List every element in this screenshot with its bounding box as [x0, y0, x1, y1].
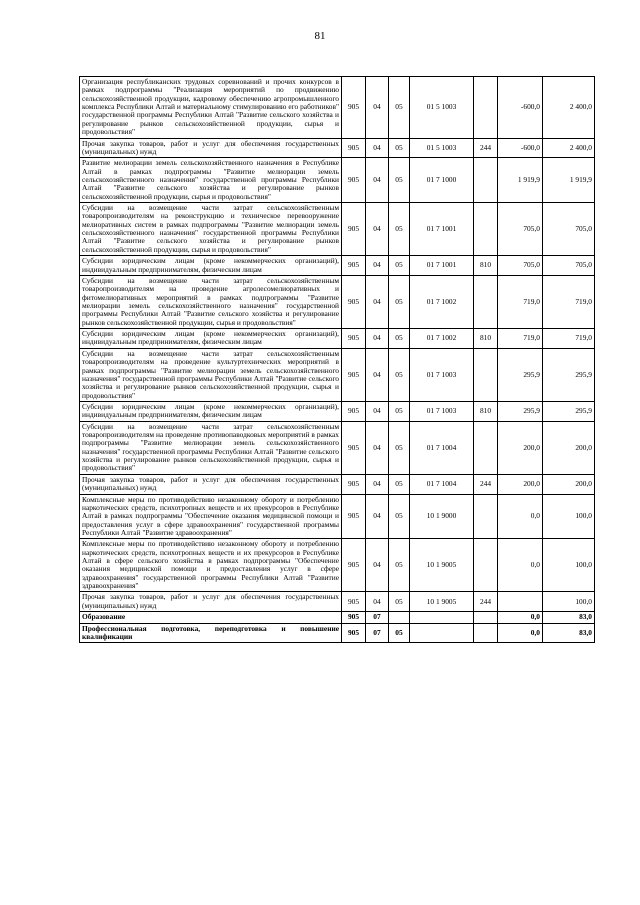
- section-code-cell: 04: [366, 592, 389, 612]
- subsection-code-cell: 05: [389, 494, 410, 539]
- subsection-code-cell: 05: [389, 77, 410, 139]
- section-code-cell: 04: [366, 256, 389, 276]
- subsection-code-cell: 05: [389, 138, 410, 158]
- subsection-code-cell: 05: [389, 158, 410, 203]
- subsection-code-cell: 05: [389, 275, 410, 328]
- expense-type-cell: [474, 494, 498, 539]
- admin-code-cell: 905: [342, 203, 366, 256]
- total-amount-cell: 719,0: [543, 329, 595, 349]
- section-code-cell: 04: [366, 421, 389, 474]
- change-amount-cell: -600,0: [498, 138, 543, 158]
- subsection-code-cell: 05: [389, 592, 410, 612]
- admin-code-cell: 905: [342, 256, 366, 276]
- table-row: [80, 539, 595, 592]
- row-name-cell: Комплексные меры по противодействию незаконному обороту и потреблению наркотических средств, психотропных веществ и их прекурсоров в Республике Алтай в сфере сельского хозяйства в рамках подпрограммы "Обеспечение оказания медицинской помощи и предоставления услуг в сфере здравоохранения" государственной программы Республики Алтай "Развитие здравоохранения": [80, 539, 342, 592]
- section-code-cell: 07: [366, 623, 389, 643]
- expense-type-cell: 810: [474, 256, 498, 276]
- target-article-cell: 10 1 9000: [410, 494, 474, 539]
- expense-type-cell: 244: [474, 592, 498, 612]
- target-article-cell: 01 7 1002: [410, 275, 474, 328]
- total-amount-cell: 1 919,9: [543, 158, 595, 203]
- total-amount-cell: 83,0: [543, 623, 595, 643]
- table-row: [80, 77, 595, 139]
- change-amount-cell: 200,0: [498, 474, 543, 494]
- total-amount-cell: 83,0: [543, 612, 595, 623]
- row-name-cell: Профессиональная подготовка, переподготовка и повышение квалификации: [80, 623, 342, 643]
- expense-type-cell: 244: [474, 138, 498, 158]
- change-amount-cell: -600,0: [498, 77, 543, 139]
- row-name-cell: Образование: [80, 612, 342, 623]
- table-row: [80, 329, 595, 349]
- section-code-cell: 04: [366, 494, 389, 539]
- expense-type-cell: [474, 623, 498, 643]
- total-amount-cell: 100,0: [543, 494, 595, 539]
- table-row: [80, 474, 595, 494]
- section-code-cell: 04: [366, 329, 389, 349]
- total-amount-cell: 295,9: [543, 401, 595, 421]
- total-amount-cell: 2 400,0: [543, 138, 595, 158]
- admin-code-cell: 905: [342, 329, 366, 349]
- target-article-cell: 01 7 1001: [410, 203, 474, 256]
- expense-type-cell: [474, 203, 498, 256]
- change-amount-cell: 719,0: [498, 275, 543, 328]
- section-code-cell: 04: [366, 77, 389, 139]
- admin-code-cell: 905: [342, 138, 366, 158]
- admin-code-cell: 905: [342, 592, 366, 612]
- row-name-cell: Субсидии юридическим лицам (кроме некоммерческих организаций), индивидуальным предпринимателям, физическим лицам: [80, 329, 342, 349]
- table-row: [80, 203, 595, 256]
- change-amount-cell: [498, 592, 543, 612]
- row-name-cell: Субсидии юридическим лицам (кроме некоммерческих организаций), индивидуальным предпринимателям, физическим лицам: [80, 256, 342, 276]
- total-amount-cell: 705,0: [543, 256, 595, 276]
- total-amount-cell: 719,0: [543, 275, 595, 328]
- subsection-code-cell: 05: [389, 348, 410, 401]
- expense-type-cell: [474, 612, 498, 623]
- expense-type-cell: 810: [474, 329, 498, 349]
- table-row: [80, 158, 595, 203]
- table-row: [80, 421, 595, 474]
- row-name-cell: Комплексные меры по противодействию незаконному обороту и потреблению наркотических средств, психотропных веществ и их прекурсоров в Республике Алтай в рамках подпрограммы "Обеспечение оказания медицинской помощи и предоставления услуг в сфере здравоохранения" государственной программы Республики Алтай "Развитие здравоохранения": [80, 494, 342, 539]
- target-article-cell: 01 7 1003: [410, 348, 474, 401]
- target-article-cell: 10 1 9005: [410, 592, 474, 612]
- change-amount-cell: 0,0: [498, 494, 543, 539]
- section-code-cell: 04: [366, 539, 389, 592]
- table-body: [80, 77, 595, 643]
- expense-type-cell: [474, 539, 498, 592]
- total-amount-cell: 295,9: [543, 348, 595, 401]
- total-amount-cell: 200,0: [543, 421, 595, 474]
- admin-code-cell: 905: [342, 494, 366, 539]
- row-name-cell: Прочая закупка товаров, работ и услуг для обеспечения государственных (муниципальных) нужд: [80, 474, 342, 494]
- row-name-cell: Развитие мелиорации земель сельскохозяйственного назначения в Республике Алтай в рамках подпрограммы "Развитие мелиорации земель сельскохозяйственного назначения" государственной программы Республики Алтай "Развитие сельского хозяйства и регулирование рынков сельскохозяйственной продукции, сырья и продовольствия": [80, 158, 342, 203]
- expense-type-cell: [474, 158, 498, 203]
- subsection-code-cell: 05: [389, 474, 410, 494]
- table-row: [80, 592, 595, 612]
- change-amount-cell: 1 919,9: [498, 158, 543, 203]
- total-amount-cell: 2 400,0: [543, 77, 595, 139]
- subsection-code-cell: 05: [389, 421, 410, 474]
- total-amount-cell: 200,0: [543, 474, 595, 494]
- section-code-cell: 07: [366, 612, 389, 623]
- expense-type-cell: 810: [474, 401, 498, 421]
- admin-code-cell: 905: [342, 348, 366, 401]
- admin-code-cell: 905: [342, 77, 366, 139]
- change-amount-cell: 0,0: [498, 612, 543, 623]
- total-amount-cell: 100,0: [543, 592, 595, 612]
- target-article-cell: 10 1 9005: [410, 539, 474, 592]
- page-number: 81: [314, 30, 326, 42]
- change-amount-cell: 200,0: [498, 421, 543, 474]
- budget-table: [79, 76, 595, 643]
- subsection-code-cell: 05: [389, 256, 410, 276]
- change-amount-cell: 0,0: [498, 539, 543, 592]
- subsection-code-cell: 05: [389, 401, 410, 421]
- row-name-cell: Прочая закупка товаров, работ и услуг для обеспечения государственных (муниципальных) нужд: [80, 138, 342, 158]
- target-article-cell: 01 7 1004: [410, 421, 474, 474]
- expense-type-cell: 244: [474, 474, 498, 494]
- table-row: [80, 494, 595, 539]
- admin-code-cell: 905: [342, 421, 366, 474]
- table-row: [80, 275, 595, 328]
- change-amount-cell: 705,0: [498, 256, 543, 276]
- section-code-cell: 04: [366, 203, 389, 256]
- target-article-cell: 01 7 1002: [410, 329, 474, 349]
- subsection-code-cell: 05: [389, 203, 410, 256]
- change-amount-cell: 705,0: [498, 203, 543, 256]
- change-amount-cell: 719,0: [498, 329, 543, 349]
- row-name-cell: Организация республиканских трудовых соревнований и прочих конкурсов в рамках подпрограммы "Реализация мероприятий по продвижению сельскохозяйственной продукции, кадровому обеспечению агропромышленного комплекса Республики Алтай и материальному стимулированию его работников" государственной программы Республики Алтай "Развитие сельского хозяйства и регулирование рынков сельскохозяйственной продукции, сырья и продовольствия": [80, 77, 342, 139]
- target-article-cell: 01 5 1003: [410, 77, 474, 139]
- subsection-code-cell: 05: [389, 329, 410, 349]
- total-amount-cell: 705,0: [543, 203, 595, 256]
- section-code-cell: 04: [366, 158, 389, 203]
- admin-code-cell: 905: [342, 401, 366, 421]
- subsection-code-cell: [389, 612, 410, 623]
- target-article-cell: [410, 623, 474, 643]
- section-code-cell: 04: [366, 275, 389, 328]
- table-row: [80, 138, 595, 158]
- target-article-cell: 01 7 1001: [410, 256, 474, 276]
- section-code-cell: 04: [366, 401, 389, 421]
- row-name-cell: Субсидии на возмещение части затрат сельскохозяйственным товаропроизводителям на проведение агролесомелиоративных и фитомелиоративных мероприятий в рамках подпрограммы "Развитие мелиорации земель сельскохозяйственного назначения" государственной программы Республики Алтай "Развитие сельского хозяйства и регулирование рынков сельскохозяйственной продукции, сырья и продовольствия": [80, 275, 342, 328]
- target-article-cell: [410, 612, 474, 623]
- change-amount-cell: 295,9: [498, 348, 543, 401]
- table-row: [80, 612, 595, 623]
- table-row: [80, 348, 595, 401]
- change-amount-cell: 295,9: [498, 401, 543, 421]
- row-name-cell: Субсидии на возмещение части затрат сельскохозяйственным товаропроизводителям на проведение противопаводковых мероприятий в рамках подпрограммы "Развитие мелиорации земель сельскохозяйственного назначения" государственной программы Республики Алтай "Развитие сельского хозяйства и регулирование рынков сельскохозяйственной продукции, сырья и продовольствия": [80, 421, 342, 474]
- expense-type-cell: [474, 348, 498, 401]
- target-article-cell: 01 5 1003: [410, 138, 474, 158]
- table-row: [80, 401, 595, 421]
- expense-type-cell: [474, 421, 498, 474]
- change-amount-cell: 0,0: [498, 623, 543, 643]
- section-code-cell: 04: [366, 348, 389, 401]
- expense-type-cell: [474, 77, 498, 139]
- row-name-cell: Субсидии на возмещение части затрат сельскохозяйственным товаропроизводителям на реконструкцию и техническое перевооружение мелиоративных систем в рамках подпрограммы "Развитие мелиорации земель сельскохозяйственного назначения" государственной программы Республики Алтай "Развитие сельского хозяйства и регулирование рынков сельскохозяйственной продукции, сырья и продовольствия": [80, 203, 342, 256]
- row-name-cell: Прочая закупка товаров, работ и услуг для обеспечения государственных (муниципальных) нужд: [80, 592, 342, 612]
- admin-code-cell: 905: [342, 612, 366, 623]
- table-row: [80, 623, 595, 643]
- section-code-cell: 04: [366, 474, 389, 494]
- row-name-cell: Субсидии юридическим лицам (кроме некоммерческих организаций), индивидуальным предпринимателям, физическим лицам: [80, 401, 342, 421]
- section-code-cell: 04: [366, 138, 389, 158]
- total-amount-cell: 100,0: [543, 539, 595, 592]
- target-article-cell: 01 7 1000: [410, 158, 474, 203]
- subsection-code-cell: 05: [389, 539, 410, 592]
- admin-code-cell: 905: [342, 623, 366, 643]
- subsection-code-cell: 05: [389, 623, 410, 643]
- admin-code-cell: 905: [342, 539, 366, 592]
- target-article-cell: 01 7 1004: [410, 474, 474, 494]
- row-name-cell: Субсидии на возмещение части затрат сельскохозяйственным товаропроизводителям на проведение культуртехнических мероприятий в рамках подпрограммы "Развитие мелиорации земель сельскохозяйственного назначения" государственной программы Республики Алтай "Развитие сельского хозяйства и регулирование рынков сельскохозяйственной продукции, сырья и продовольствия": [80, 348, 342, 401]
- admin-code-cell: 905: [342, 474, 366, 494]
- admin-code-cell: 905: [342, 158, 366, 203]
- table-row: [80, 256, 595, 276]
- target-article-cell: 01 7 1003: [410, 401, 474, 421]
- admin-code-cell: 905: [342, 275, 366, 328]
- expense-type-cell: [474, 275, 498, 328]
